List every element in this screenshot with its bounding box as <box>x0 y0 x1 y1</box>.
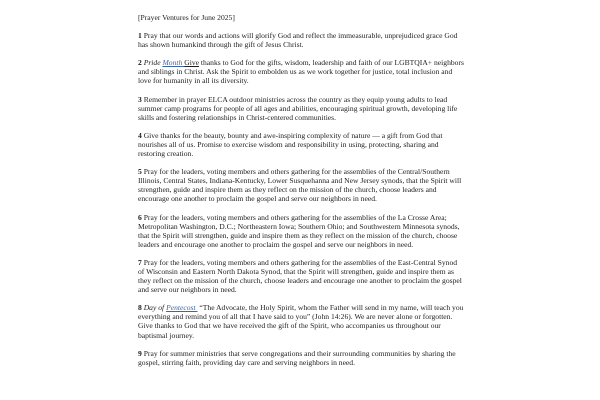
text-segment: 1 <box>138 31 142 41</box>
text-segment: Pray for the leaders, voting members and others gathering for the assemblies of the East-Central Synod of Wisconsin and Eastern North Dakota Synod, that the Spirit will strengthen, guide and inspire them as they reflect on the mission of the church, choose leaders and encourage one another to proclaim the gospel and serve our neighbors in need. <box>138 257 464 295</box>
paragraph <box>138 131 464 158</box>
text-segment: 2 <box>138 58 142 68</box>
text-segment: Remember in prayer ELCA outdoor ministries across the country as they equip young adults to lead summer camp programs for people of all ages and abilities, encouraging spiritual growth, developing life skills and fostering relationships in Christ-centered communities. <box>138 94 460 122</box>
paragraph <box>138 349 464 367</box>
text-segment: 3 <box>138 94 142 104</box>
paragraph <box>138 258 464 294</box>
paragraph <box>138 95 464 122</box>
text-segment: Pride <box>143 58 163 68</box>
document-paragraphs <box>138 31 464 367</box>
text-segment: 5 <box>138 167 142 177</box>
text-segment: Day of <box>143 303 167 313</box>
paragraph <box>138 31 464 49</box>
text-segment: 9 <box>138 348 142 358</box>
text-segment: 8 <box>138 303 142 313</box>
text-segment: “The Advocate, the Holy Spirit, whom the Father will send in my name, will teach you everything and remind you of all that I have said to you” (John 14:26). We are never alone or forgotten. Give thanks to God that we have received the gift of the Spirit, who accompanies us throughout our baptismal journey. <box>138 303 466 340</box>
paragraph <box>138 167 464 203</box>
text-segment: 6 <box>138 212 142 222</box>
text-segment: thanks to God for the gifts, wisdom, leadership and faith of our LGBTQIA+ neighbors and siblings in Christ. Ask the Spirit to embolden us as we work together for justice, total inclusion and love for humanity in all its diversity. <box>138 58 466 86</box>
paragraph <box>138 213 464 249</box>
text-segment: Pray for the leaders, voting members and others gathering for the assemblies of the La Crosse Area; Metropolitan Washington, D.C.; Northeastern Iowa; Southern Ohio; and Southwestern Minnesota synods, that the Spirit will strengthen, guide and inspire them as they reflect on the mission of the church, choose leaders and encourage one another to proclaim the gospel and serve our neighbors in need. <box>138 212 462 249</box>
hyperlink[interactable]: Pentecost <box>166 303 198 313</box>
paragraph <box>138 58 464 85</box>
text-segment: Pray for summer ministries that serve congregations and their surrounding communities by sharing the gospel, stirring faith, providing day care and serving neighbors in need. <box>138 348 458 367</box>
document-page <box>138 13 464 376</box>
text-segment: Give <box>184 58 199 68</box>
document-title: [Prayer Ventures for June 2025] <box>138 13 235 22</box>
text-segment: Pray that our words and actions will glorify God and reflect the immeasurable, unprejudiced grace God has shown humankind through the gift of Jesus Christ. <box>138 31 460 50</box>
text-segment: Pray for the leaders, voting members and others gathering for the assemblies of the Central/Southern Illinois, Central States, Indiana-Kentucky, Lower Susquehanna and New Jersey synods, that the Spirit will strengthen, guide and inspire them as they reflect on the mission of the church, choose leaders and encourage one another to proclaim the gospel and serve our neighbors in need. <box>138 167 464 204</box>
text-segment: 4 <box>138 130 142 140</box>
text-segment: Give thanks for the beauty, bounty and awe-inspiring complexity of nature — a gift from God that nourishes all of us. Promise to exercise wisdom and responsibility in using, protecting, sharing and restoring creation. <box>138 130 445 159</box>
hyperlink[interactable]: Month <box>162 58 185 68</box>
paragraph <box>138 303 464 339</box>
text-segment: 7 <box>138 257 142 267</box>
